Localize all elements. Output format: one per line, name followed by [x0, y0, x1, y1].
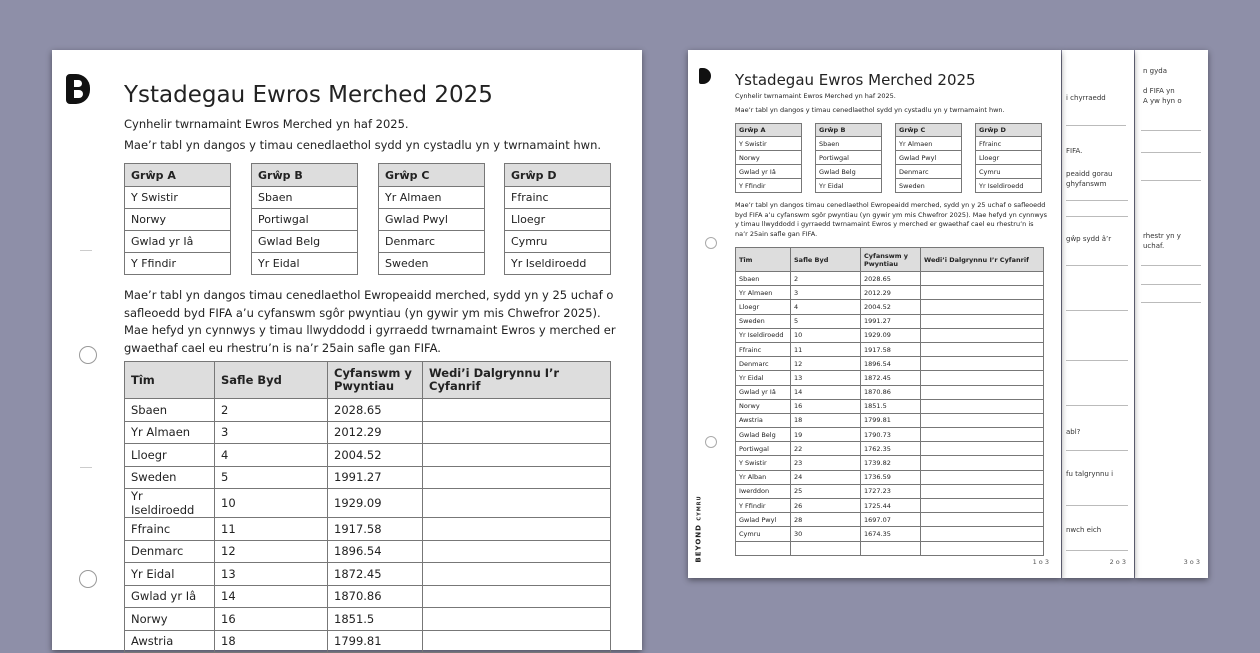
rank-cell: 11: [215, 518, 328, 541]
ranking-description: Mae’r tabl yn dangos timau cenedlaethol Ewropeaidd merched, sydd yn y 25 uchaf o safleoedd byd FIFA a’u cyfanswm sgôr pwyntiau (yn gywir ym mis Chwefror 2025). Mae hefyd yn cynnwys y timau llwyddodd i gyrraedd twrnamaint Ewros y merched er gwaethaf cael eu rhestru’n is na’r 25ain safle gan FIFA.: [124, 288, 616, 355]
table-row: [736, 342, 1044, 356]
team-cell: Sweden: [125, 466, 215, 489]
team-cell: Yr Iseldiroedd: [125, 489, 215, 518]
team-cell: Denmarc: [125, 540, 215, 563]
group-team: Portiwgal: [816, 151, 882, 165]
worksheet-page-3: [1135, 50, 1208, 578]
table-row: [736, 385, 1044, 399]
fold-mark: [80, 250, 92, 251]
points-cell: 1870.86: [861, 385, 921, 399]
rank-cell: 12: [791, 357, 861, 371]
points-cell: 1872.45: [861, 371, 921, 385]
team-cell: Gwlad Belg: [736, 428, 791, 442]
table-row: [736, 428, 1044, 442]
rank-cell: 12: [215, 540, 328, 563]
team-cell: Denmarc: [736, 357, 791, 371]
rank-cell: 19: [791, 428, 861, 442]
group-team: Y Swistir: [736, 137, 802, 151]
team-cell: Ffrainc: [125, 518, 215, 541]
ranking-table: [735, 247, 1044, 556]
rank-cell: 2: [215, 399, 328, 422]
rounded-cell: [423, 444, 611, 467]
table-row: [736, 470, 1044, 484]
rounded-cell: [921, 357, 1044, 371]
table-row: [736, 286, 1044, 300]
table-row: [736, 399, 1044, 413]
rounded-cell: [921, 399, 1044, 413]
group-team: Gwlad Belg: [252, 231, 358, 253]
page-line: A yw hyn o: [1143, 97, 1182, 105]
points-cell: 1917.58: [328, 518, 423, 541]
rounded-cell: [423, 466, 611, 489]
group-table: [124, 163, 231, 275]
column-header: Cyfanswm y Pwyntiau: [328, 362, 423, 399]
answer-line: [1066, 200, 1128, 201]
group-header: Grŵp C: [379, 164, 485, 187]
answer-line: [1066, 505, 1128, 506]
group-team: Norwy: [125, 209, 231, 231]
group-table: [251, 163, 358, 275]
points-cell: 2012.29: [328, 421, 423, 444]
answer-line: [1066, 125, 1126, 126]
table-row: [125, 630, 611, 653]
worksheet-page-1-thumbnail: [688, 50, 1061, 578]
fold-mark: [80, 467, 92, 468]
rank-cell: 23: [791, 456, 861, 470]
team-cell: Sbaen: [125, 399, 215, 422]
answer-line: [1066, 265, 1128, 266]
group-team: Y Ffindir: [125, 253, 231, 275]
rank-cell: 4: [791, 300, 861, 314]
team-cell: Ffrainc: [736, 342, 791, 356]
rank-cell: 24: [791, 470, 861, 484]
group-team: Gwlad yr Iâ: [736, 165, 802, 179]
rounded-cell: [423, 540, 611, 563]
table-row: [736, 272, 1044, 286]
page-line: FIFA.: [1066, 147, 1083, 155]
page-line: abl?: [1066, 428, 1081, 436]
page-line: rhestr yn y: [1143, 232, 1181, 240]
rank-cell: 10: [215, 489, 328, 518]
rounded-cell: [921, 513, 1044, 527]
points-cell: 1870.86: [328, 585, 423, 608]
rounded-cell: [423, 630, 611, 653]
rank-cell: 2: [791, 272, 861, 286]
rank-cell: 11: [791, 342, 861, 356]
rounded-cell: [921, 300, 1044, 314]
group-team: Yr Iseldiroedd: [976, 179, 1042, 193]
punch-hole: [79, 346, 97, 364]
group-header: Grŵp B: [252, 164, 358, 187]
table-row: [125, 466, 611, 489]
team-cell: Sweden: [736, 314, 791, 328]
rounded-cell: [921, 484, 1044, 498]
rounded-cell: [423, 563, 611, 586]
group-table: [895, 123, 962, 193]
table-row: [125, 444, 611, 467]
team-cell: Yr Almaen: [736, 286, 791, 300]
rounded-cell: [921, 499, 1044, 513]
team-cell: Lloegr: [736, 300, 791, 314]
page-line: fu talgrynnu i: [1066, 470, 1114, 478]
team-cell: Yr Eidal: [736, 371, 791, 385]
group-team: Cymru: [505, 231, 611, 253]
rank-cell: 14: [791, 385, 861, 399]
worksheet-page-1: [52, 50, 642, 650]
points-cell: 1697.07: [861, 513, 921, 527]
points-cell: 2028.65: [328, 399, 423, 422]
group-team: Ffrainc: [505, 187, 611, 209]
answer-line: [1141, 130, 1201, 131]
team-cell: Portiwgal: [736, 442, 791, 456]
table-row: [125, 399, 611, 422]
group-team: Y Ffindir: [736, 179, 802, 193]
points-cell: 2028.65: [861, 272, 921, 286]
points-cell: 1851.5: [861, 399, 921, 413]
punch-hole: [705, 436, 717, 448]
group-team: Gwlad Pwyl: [379, 209, 485, 231]
group-team: Cymru: [976, 165, 1042, 179]
empty-cell: [861, 541, 921, 555]
rank-cell: 30: [791, 527, 861, 541]
group-team: Sweden: [379, 253, 485, 275]
group-header: Grŵp A: [125, 164, 231, 187]
table-row: [736, 541, 1044, 555]
answer-line: [1141, 180, 1201, 181]
table-row: [736, 484, 1044, 498]
group-table: [975, 123, 1042, 193]
answer-line: [1066, 550, 1128, 551]
table-row: [736, 300, 1044, 314]
group-header: Grŵp C: [896, 124, 962, 137]
group-team: Gwlad Belg: [816, 165, 882, 179]
rounded-cell: [921, 371, 1044, 385]
team-cell: Y Swistir: [736, 456, 791, 470]
intro-text: Mae’r tabl yn dangos y timau cenedlaethol sydd yn cystadlu yn y twrnamaint hwn.: [735, 106, 1005, 114]
rounded-cell: [921, 442, 1044, 456]
group-team: Lloegr: [976, 151, 1042, 165]
table-row: [125, 563, 611, 586]
column-header: Cyfanswm y Pwyntiau: [861, 248, 921, 272]
table-row: [736, 314, 1044, 328]
answer-line: [1066, 450, 1128, 451]
group-table: [735, 123, 802, 193]
intro-text: Cynhelir twrnamaint Ewros Merched yn haf 2025.: [124, 117, 409, 131]
rounded-cell: [921, 527, 1044, 541]
group-team: Yr Iseldiroedd: [505, 253, 611, 275]
group-team: Yr Eidal: [816, 179, 882, 193]
table-row: [736, 328, 1044, 342]
page-line: n gyda: [1143, 67, 1167, 75]
table-row: [125, 585, 611, 608]
column-header: Safle Byd: [215, 362, 328, 399]
team-cell: Iwerddon: [736, 484, 791, 498]
page-footer: 3 o 3: [1183, 558, 1200, 566]
table-row: [125, 518, 611, 541]
worksheet-page-2: [1062, 50, 1134, 578]
table-row: [125, 540, 611, 563]
page-line: uchaf.: [1143, 242, 1165, 250]
points-cell: 1674.35: [861, 527, 921, 541]
table-row: [736, 527, 1044, 541]
team-cell: Yr Iseldiroedd: [736, 328, 791, 342]
rounded-cell: [921, 328, 1044, 342]
brand-mark: BEYOND CYMRU: [694, 495, 703, 563]
punch-hole: [705, 237, 717, 249]
page-line: d FIFA yn: [1143, 87, 1175, 95]
table-row: [736, 413, 1044, 427]
points-cell: 2012.29: [861, 286, 921, 300]
table-row: [736, 513, 1044, 527]
page-line: gŵp sydd â’r: [1066, 235, 1112, 243]
team-cell: Yr Almaen: [125, 421, 215, 444]
answer-line: [1141, 302, 1201, 303]
intro-text: Cynhelir twrnamaint Ewros Merched yn haf 2025.: [735, 92, 896, 100]
rounded-cell: [423, 489, 611, 518]
points-cell: 1790.73: [861, 428, 921, 442]
points-cell: 1917.58: [861, 342, 921, 356]
points-cell: 1739.82: [861, 456, 921, 470]
rank-cell: 10: [791, 328, 861, 342]
ranking-description: Mae’r tabl yn dangos timau cenedlaethol Ewropeaidd merched, sydd yn y 25 uchaf o safleoedd byd FIFA a’u cyfanswm sgôr pwyntiau (yn gywir ym mis Chwefror 2025). Mae hefyd yn cynnwys y timau llwyddodd i gyrraedd twrnamaint Ewros y merched er gwaethaf cael eu rhestru’n is na’r 25ain safle gan FIFA.: [735, 201, 1047, 238]
table-row: [736, 442, 1044, 456]
group-team: Yr Eidal: [252, 253, 358, 275]
rounded-cell: [423, 608, 611, 631]
rank-cell: 28: [791, 513, 861, 527]
points-cell: 2004.52: [861, 300, 921, 314]
rank-cell: 25: [791, 484, 861, 498]
answer-line: [1141, 265, 1201, 266]
rounded-cell: [921, 385, 1044, 399]
table-row: [736, 357, 1044, 371]
points-cell: 1872.45: [328, 563, 423, 586]
page-footer: 1 o 3: [1032, 558, 1049, 566]
points-cell: 1725.44: [861, 499, 921, 513]
rank-cell: 18: [215, 630, 328, 653]
rank-cell: 3: [791, 286, 861, 300]
table-row: [125, 608, 611, 631]
rounded-cell: [423, 399, 611, 422]
punch-hole: [79, 570, 97, 588]
table-row: [125, 421, 611, 444]
rank-cell: 3: [215, 421, 328, 444]
answer-line: [1141, 284, 1201, 285]
ranking-table: [124, 361, 611, 653]
team-cell: Cymru: [736, 527, 791, 541]
answer-line: [1066, 405, 1128, 406]
team-cell: Lloegr: [125, 444, 215, 467]
answer-line: [1066, 360, 1128, 361]
group-header: Grŵp A: [736, 124, 802, 137]
points-cell: 1799.81: [328, 630, 423, 653]
empty-cell: [921, 541, 1044, 555]
team-cell: Yr Eidal: [125, 563, 215, 586]
group-team: Lloegr: [505, 209, 611, 231]
group-header: Grŵp B: [816, 124, 882, 137]
group-team: Gwlad yr Iâ: [125, 231, 231, 253]
team-cell: Awstria: [736, 413, 791, 427]
points-cell: 1736.59: [861, 470, 921, 484]
group-team: Portiwgal: [252, 209, 358, 231]
rounded-cell: [921, 470, 1044, 484]
points-cell: 1896.54: [861, 357, 921, 371]
team-cell: Norwy: [125, 608, 215, 631]
group-team: Yr Almaen: [379, 187, 485, 209]
empty-cell: [791, 541, 861, 555]
points-cell: 1799.81: [861, 413, 921, 427]
intro-text: Mae’r tabl yn dangos y timau cenedlaethol sydd yn cystadlu yn y twrnamaint hwn.: [124, 138, 602, 152]
group-team: Y Swistir: [125, 187, 231, 209]
points-cell: 1762.35: [861, 442, 921, 456]
answer-line: [1066, 310, 1128, 311]
points-cell: 1991.27: [861, 314, 921, 328]
group-team: Yr Almaen: [896, 137, 962, 151]
points-cell: 2004.52: [328, 444, 423, 467]
points-cell: 1991.27: [328, 466, 423, 489]
team-cell: Sbaen: [736, 272, 791, 286]
rank-cell: 16: [215, 608, 328, 631]
table-row: [736, 499, 1044, 513]
page-line: peaidd gorau: [1066, 170, 1113, 178]
rank-cell: 18: [791, 413, 861, 427]
points-cell: 1929.09: [328, 489, 423, 518]
points-cell: 1929.09: [861, 328, 921, 342]
rounded-cell: [423, 421, 611, 444]
group-table: [815, 123, 882, 193]
column-header: Wedi’i Dalgrynnu I’r Cyfanrif: [921, 248, 1044, 272]
rank-cell: 13: [215, 563, 328, 586]
group-team: Denmarc: [379, 231, 485, 253]
answer-line: [1066, 216, 1128, 217]
team-cell: Y Ffindir: [736, 499, 791, 513]
page-line: i chyrraedd: [1066, 94, 1106, 102]
group-header: Grŵp D: [976, 124, 1042, 137]
page-line: nwch eich: [1066, 526, 1102, 534]
column-header: Tîm: [125, 362, 215, 399]
table-row: [736, 371, 1044, 385]
rounded-cell: [921, 286, 1044, 300]
answer-line: [1141, 152, 1201, 153]
table-row: [736, 456, 1044, 470]
group-table: [378, 163, 485, 275]
rank-cell: 13: [791, 371, 861, 385]
rank-cell: 26: [791, 499, 861, 513]
team-cell: Gwlad yr Iâ: [736, 385, 791, 399]
group-team: Norwy: [736, 151, 802, 165]
rounded-cell: [921, 272, 1044, 286]
table-row: [125, 489, 611, 518]
rank-cell: 16: [791, 399, 861, 413]
column-header: Tîm: [736, 248, 791, 272]
page-title: Ystadegau Ewros Merched 2025: [735, 71, 976, 89]
team-cell: Awstria: [125, 630, 215, 653]
rounded-cell: [921, 428, 1044, 442]
group-team: Denmarc: [896, 165, 962, 179]
group-header: Grŵp D: [505, 164, 611, 187]
team-cell: Gwlad yr Iâ: [125, 585, 215, 608]
rounded-cell: [921, 456, 1044, 470]
rank-cell: 4: [215, 444, 328, 467]
group-team: Gwlad Pwyl: [896, 151, 962, 165]
page-title: Ystadegau Ewros Merched 2025: [124, 82, 493, 108]
group-team: Sbaen: [252, 187, 358, 209]
group-team: Ffrainc: [976, 137, 1042, 151]
points-cell: 1896.54: [328, 540, 423, 563]
team-cell: Gwlad Pwyl: [736, 513, 791, 527]
column-header: Wedi’i Dalgrynnu I’r Cyfanrif: [423, 362, 611, 399]
rank-cell: 5: [791, 314, 861, 328]
rounded-cell: [921, 314, 1044, 328]
rank-cell: 22: [791, 442, 861, 456]
team-cell: Yr Alban: [736, 470, 791, 484]
rounded-cell: [423, 518, 611, 541]
beyond-logo-icon: [699, 68, 711, 84]
group-team: Sweden: [896, 179, 962, 193]
rounded-cell: [921, 342, 1044, 356]
rank-cell: 5: [215, 466, 328, 489]
team-cell: Norwy: [736, 399, 791, 413]
points-cell: 1851.5: [328, 608, 423, 631]
rank-cell: 14: [215, 585, 328, 608]
page-line: ghyfanswm: [1066, 180, 1107, 188]
column-header: Safle Byd: [791, 248, 861, 272]
points-cell: 1727.23: [861, 484, 921, 498]
empty-cell: [736, 541, 791, 555]
beyond-logo-icon: [66, 74, 90, 104]
group-team: Sbaen: [816, 137, 882, 151]
group-table: [504, 163, 611, 275]
page-footer: 2 o 3: [1109, 558, 1126, 566]
rounded-cell: [921, 413, 1044, 427]
rounded-cell: [423, 585, 611, 608]
